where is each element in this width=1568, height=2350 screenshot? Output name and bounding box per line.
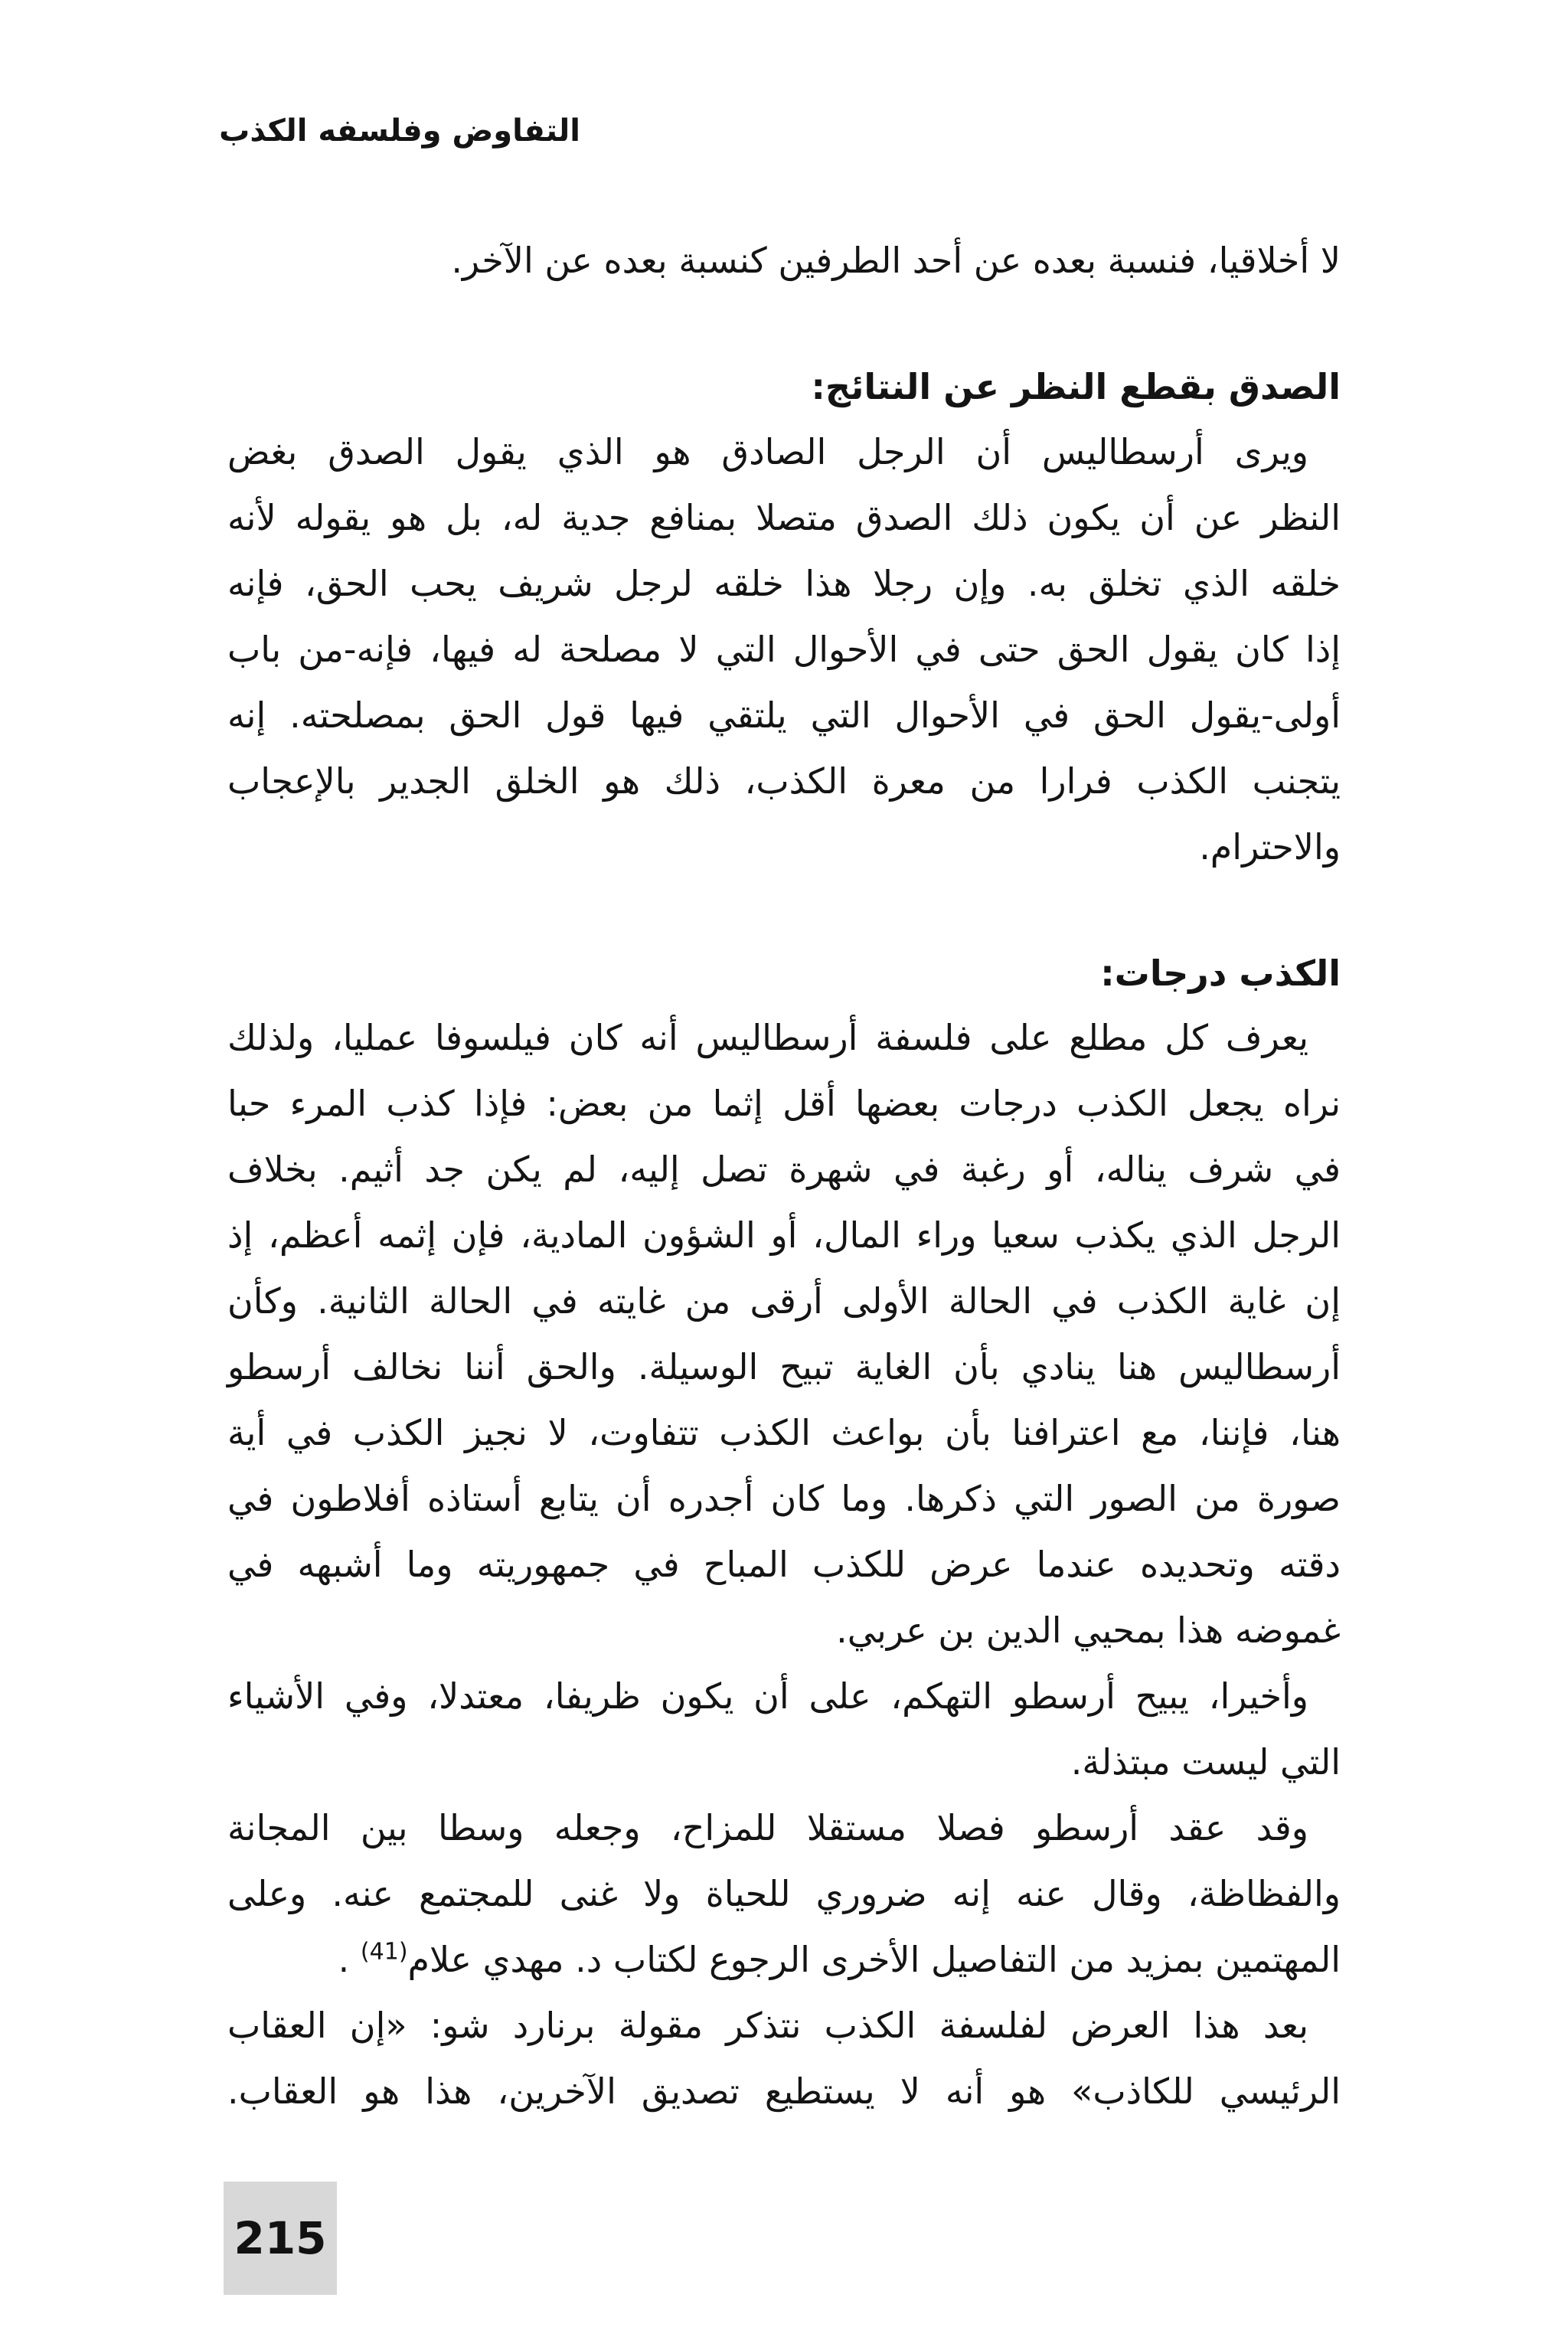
paragraph-line: خلقه الذي تخلق به. وإن رجلا هذا خلقه لرجل شريف يحب الحق، فإنه xyxy=(227,563,1341,604)
paragraph-line: النظر عن أن يكون ذلك الصدق متصلا بمنافع جدية له، بل هو يقوله لأنه xyxy=(227,497,1341,538)
intro-line: لا أخلاقيا، فنسبة بعده عن أحد الطرفين كنسبة بعده عن الآخر. xyxy=(451,240,1341,281)
paragraph-line: ويرى أرسطاليس أن الرجل الصادق هو الذي يقول الصدق بغض xyxy=(227,431,1308,472)
paragraph-line: غموضه هذا بمحيي الدين بن عربي. xyxy=(836,1610,1341,1651)
section-heading-degrees: الكذب درجات: xyxy=(1100,953,1341,994)
paragraph-line: الرئيسي للكاذب» هو أنه لا يستطيع تصديق الآخرين، هذا هو العقاب. xyxy=(227,2071,1341,2112)
paragraph-line: بعد هذا العرض لفلسفة الكذب نتذكر مقولة برنارد شو: «إن العقاب xyxy=(227,2005,1308,2046)
paragraph-line: نراه يجعل الكذب درجات بعضها أقل إثما من بعض: فإذا كذب المرء حبا xyxy=(227,1083,1341,1124)
paragraph-line: الرجل الذي يكذب سعيا وراء المال، أو الشؤون المادية، فإن إثمه أعظم، إذ xyxy=(227,1214,1341,1256)
footnote-marker: (41) xyxy=(360,1938,408,1966)
paragraph-line: وأخيرا، يبيح أرسطو التهكم، على أن يكون ظريفا، معتدلا، وفي الأشياء xyxy=(227,1675,1308,1717)
paragraph-line: يعرف كل مطلع على فلسفة أرسطاليس أنه كان فيلسوفا عمليا، ولذلك xyxy=(227,1017,1308,1058)
paragraph-line: هنا، فإننا، مع اعترافنا بأن بواعث الكذب تتفاوت، لا نجيز الكذب في أية xyxy=(227,1412,1341,1453)
paragraph-line: إن غاية الكذب في الحالة الأولى أرقى من غايته في الحالة الثانية. وكأن xyxy=(227,1280,1341,1322)
paragraph-line: أرسطاليس هنا ينادي بأن الغاية تبيح الوسيلة. والحق أننا نخالف أرسطو xyxy=(227,1346,1341,1387)
section-heading-truth: الصدق بقطع النظر عن النتائج: xyxy=(811,366,1341,407)
footnote-trailing: . xyxy=(338,1939,350,1980)
paragraph-line: وقد عقد أرسطو فصلا مستقلا للمزاح، وجعله وسطا بين المجانة xyxy=(227,1807,1308,1848)
paragraph-line: دقته وتحديده عندما عرض للكذب المباح في جمهوريته وما أشبهه في xyxy=(227,1544,1341,1585)
paragraph-line: إذا كان يقول الحق حتى في الأحوال التي لا مصلحة له فيها، فإنه-من باب xyxy=(227,629,1341,670)
running-header: التفاوض وفلسفه الكذب xyxy=(219,113,580,149)
paragraph-line-with-footnote xyxy=(338,1933,1341,1986)
paragraph-line: يتجنب الكذب فرارا من معرة الكذب، ذلك هو الخلق الجدير بالإعجاب xyxy=(227,760,1341,802)
page-number-box xyxy=(224,2182,337,2295)
paragraph-line: صورة من الصور التي ذكرها. وما كان أجدره أن يتابع أستاذه أفلاطون في xyxy=(227,1478,1341,1519)
paragraph-line: أولى-يقول الحق في الأحوال التي يلتقي فيها قول الحق بمصلحته. إنه xyxy=(227,695,1341,736)
paragraph-line: التي ليست مبتذلة. xyxy=(1070,1741,1341,1783)
paragraph-line-text: المهتمين بمزيد من التفاصيل الأخرى الرجوع لكتاب د. مهدي علام xyxy=(407,1939,1341,1980)
paragraph-line: والاحترام. xyxy=(1199,826,1341,868)
paragraph-line: والفظاظة، وقال عنه إنه ضروري للحياة ولا غنى للمجتمع عنه. وعلى xyxy=(227,1873,1341,1914)
page-number: 215 xyxy=(234,2212,327,2264)
paragraph-line: في شرف يناله، أو رغبة في شهرة تصل إليه، لم يكن جد أثيم. بخلاف xyxy=(227,1149,1341,1190)
